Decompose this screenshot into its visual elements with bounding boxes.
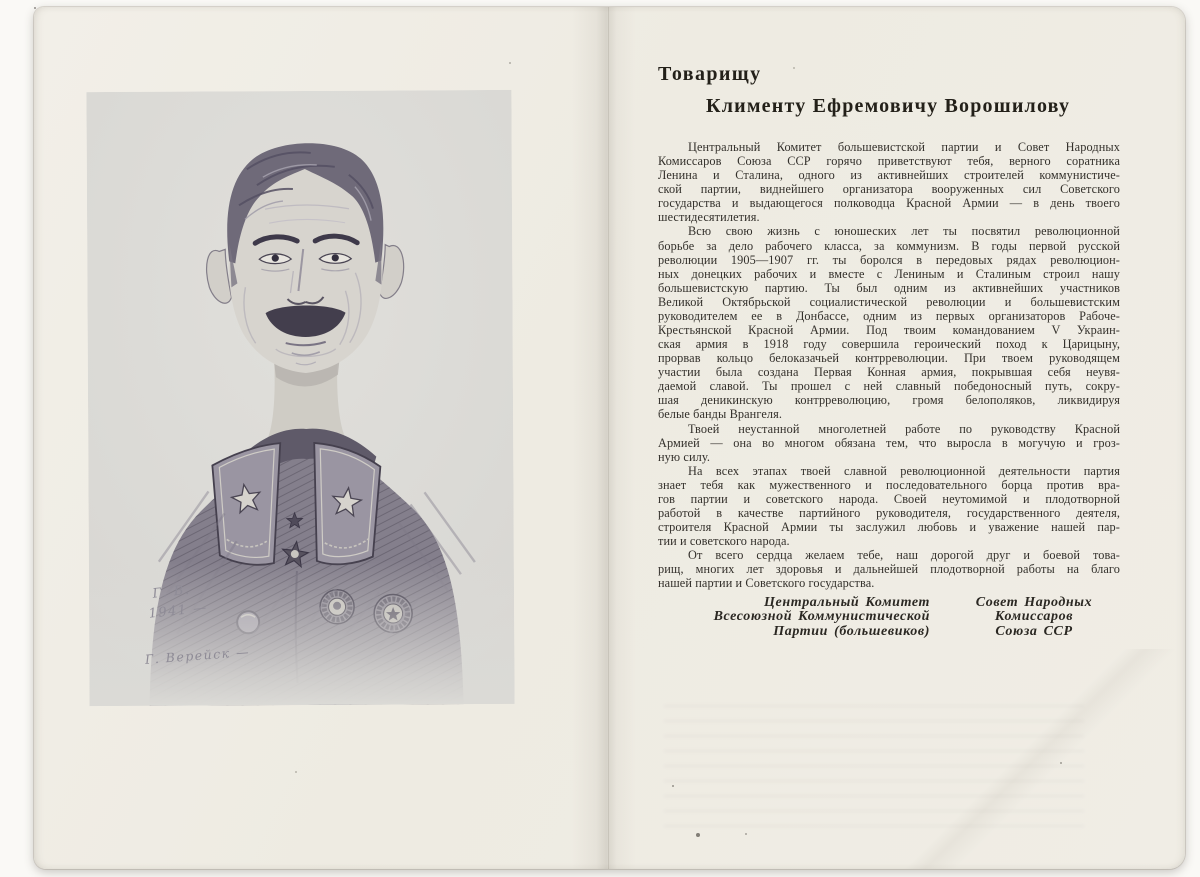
signature-block [658,596,1120,640]
text-line: На всех этапах твоей славной революционной деятельности партия [688,463,1120,478]
signatory-sovnarkom [948,596,1120,640]
text-line: участии была создана Первая Конная армия, покрывшая себя неувя- [658,365,1120,380]
text-line: шая деникинскую контрреволюцию, громя белополяков, ликвидируя [658,393,1120,408]
text-line: Ленина и Сталина, одного из активнейших строителей коммунистиче- [658,168,1120,183]
text-line: руководителем ее в Донбассе, одним из первых организаторов Рабоче- [658,308,1120,323]
artist-initials: Г. В. [151,582,192,602]
paragraph [658,548,1120,590]
addressee-name: Клименту Ефремовичу Ворошилову [706,95,1071,117]
text-line: рищ, многих лет здоровья и дальнейшей плодотворной работы на благо [658,562,1120,577]
text-line: Твоей неустанной многолетней работе по руководству Красной [688,421,1120,436]
paragraph [658,224,1120,421]
text-line: Великой Октябрьской социалистической революции и большевистским [658,294,1120,309]
left-page [34,7,599,869]
paragraph [658,464,1120,548]
text-line: Комиссаров Союза ССР горячо приветствуют тебя, верного соратника [658,154,1120,169]
text-line: знает тебя как мужественного и последовательного борца против вра- [658,477,1120,492]
text-line: шестидесятилетия. [658,210,760,225]
text-line: Всю свою жизнь с юношеских лет ты посвятил революционной [688,224,1120,239]
text-line: ных донецких рабочих и вместе с Лениным и Сталиным строил нашу [658,266,1120,281]
text-line: строителя Красной Армии ты заслужил любовь и уважение нашей пар- [658,520,1120,535]
signature-line: Совет Народных [975,594,1093,610]
signature-line: Союза ССР [995,623,1073,639]
sketch-fade [89,560,515,706]
address-text-block [658,63,1120,640]
signature-line: Всесоюзной Коммунистической [713,609,930,625]
paper-crease [885,649,1185,869]
text-line: работой в качестве партийного руководителя, государственного деятеля, [658,506,1120,521]
collar-tab-left [212,443,281,565]
signature-line: Комиссаров [994,609,1074,625]
paper-specks [34,7,36,9]
text-line: большевистскую партию. Ты был одним из активнейших участников [658,280,1120,295]
text-line: прорвав кольцо белоказачьей контрреволюции. При твоем руководящем [658,351,1120,366]
text-line: государства и выдающегося полководца Красной Армии — в день твоего [658,196,1120,211]
paragraph [658,140,1120,224]
artist-signature-year: 1941 — [147,600,209,622]
book-spread [34,7,1185,869]
signature-line: Центральный Комитет [764,594,930,610]
signatory-central-committee [658,596,930,640]
text-line: ную силу. [658,449,711,464]
artist-signature-name: Г. Верейск — [144,643,251,667]
body-paragraphs [658,140,1120,591]
voroshilov-portrait-illustration [86,90,514,706]
text-line: даемой славой. Ты прошел с ней славный победоносный путь, сокру- [658,379,1120,394]
text-line: Крестьянской Красной Армии. Под твоим командованием V Украин- [658,323,1120,338]
text-line: ская армия в 1918 году совершила героический поход к Царицыну, [658,337,1120,352]
text-line: борьбе за дело рабочего класса, за коммунизм. В годы первой русской [658,238,1120,253]
text-line: гов партии и советского народа. Своей неутомимой и плодотворной [658,491,1120,506]
portrait-plate [86,90,514,706]
text-line: Центральный Комитет большевистской партии и Совет Народных [688,140,1120,154]
text-line: Армией — она во многом обязана тем, что выросла в могучую и гроз- [658,435,1120,450]
page-title [658,63,1120,118]
text-line: нашей партии и Советского государства. [658,576,875,591]
signature-line: Партии (большевиков) [773,623,930,639]
collar-tab-right [314,443,381,565]
salutation-line: Товарищу [658,63,762,85]
paragraph [658,422,1120,464]
text-line: белые банды Врангеля. [658,407,783,422]
text-line: ской партии, виднейшего организатора вооруженных сил Советского [658,182,1120,197]
text-line: тии и советского народа. [658,534,790,549]
text-line: От всего сердца желаем тебе, наш дорогой друг и боевой това- [688,548,1120,563]
text-line: революции 1905—1907 гг. ты боролся в передовых рядах революцион- [658,252,1120,267]
